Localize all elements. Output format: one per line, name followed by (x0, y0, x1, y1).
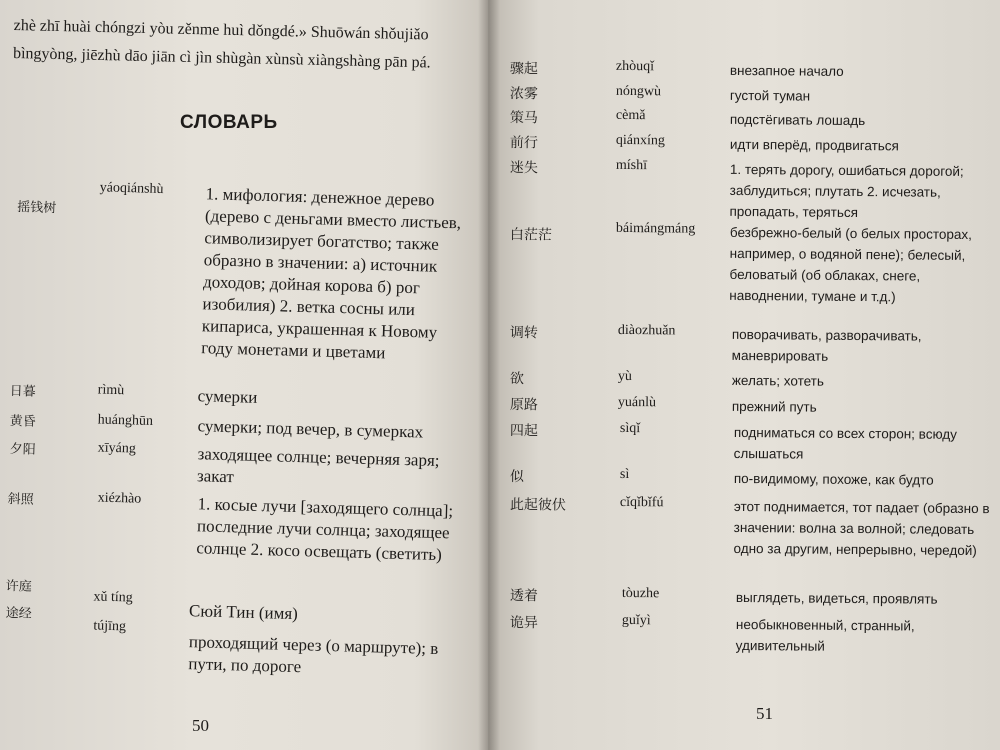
entry-definition: 1. косые лучи [заходящего солнца]; последние лучи солнца; заходящее солнце 2. косо освещать (светить) (196, 494, 454, 565)
glossary-entry (509, 585, 998, 607)
entry-pinyin: tújīng (93, 618, 127, 635)
page-number: 50 (192, 716, 209, 735)
entry-pinyin: yáoqiánshù (99, 180, 164, 198)
glossary-entry (9, 380, 470, 407)
entry-pinyin: yuánlù (617, 394, 657, 411)
entry-hanzi: 前行 (509, 134, 538, 152)
entry-pinyin: míshī (615, 157, 648, 174)
page-number: 51 (756, 704, 773, 723)
entry-pinyin: cèmǎ (615, 107, 646, 124)
entry-pinyin: diàozhuǎn (617, 322, 676, 339)
entry-hanzi: 摇钱树 (16, 199, 57, 217)
entry-definition: подниматься со всех сторон; всюду слышаться (733, 424, 958, 462)
entry-hanzi: 策马 (509, 109, 538, 127)
entry-definition: поворачивать, разворачивать, маневрировать (731, 326, 922, 364)
entry-pinyin: zhòuqǐ (615, 58, 655, 75)
entry-hanzi: 透着 (509, 587, 538, 605)
entry-definition: по-видимому, похоже, как будто (733, 470, 934, 488)
entry-hanzi: 斜照 (7, 491, 34, 508)
entry-hanzi: 似 (509, 468, 524, 486)
entry-definition: желать; хотеть (731, 372, 824, 389)
glossary-entry (509, 494, 998, 559)
entry-definition: необыкновенный, странный, удивительный (735, 616, 915, 654)
entry-definition: этот поднимается, тот падает (образно в значении: волна за волной; следовать одно за другим, непрерывно, чередой) (733, 498, 990, 559)
entry-hanzi: 欲 (509, 370, 524, 388)
entry-pinyin: tòuzhe (621, 585, 660, 602)
entry-hanzi: 黄昏 (9, 413, 36, 430)
entry-definition: густой туман (729, 87, 811, 104)
intro-text (13, 12, 464, 78)
entry-pinyin: rìmù (97, 382, 125, 399)
left-page (0, 0, 488, 750)
entry-definition: Сюй Тин (имя) (188, 601, 299, 624)
entry-definition: внезапное начало (729, 62, 844, 79)
entry-hanzi: 日暮 (9, 383, 36, 400)
entry-hanzi: 浓雾 (509, 85, 538, 103)
entry-hanzi: 诡异 (509, 614, 538, 632)
glossary-heading: СЛОВАРЬ (180, 112, 278, 133)
entry-pinyin: nóngwù (615, 83, 662, 100)
entry-pinyin: yù (617, 368, 632, 385)
glossary-entry (16, 178, 478, 363)
entry-definition: проходящий через (о маршруте); в пути, по дороге (188, 632, 439, 677)
entry-hanzi: 骤起 (509, 60, 538, 78)
entry-definition: 1. терять дорогу, ошибаться дорогой; заблудиться; плутать 2. исчезать, пропадать, теряться (729, 161, 964, 221)
entry-hanzi: 原路 (509, 396, 538, 414)
entry-pinyin: xǔ tíng (93, 589, 133, 606)
entry-pinyin: guǐyì (621, 612, 651, 629)
entry-hanzi: 许庭 (5, 578, 32, 595)
right-page (488, 0, 1000, 750)
entry-definition: 1. мифология: денежное дерево (дерево с деньгами вместо листьев, символизирует богатство; также образно в значении: а) источник доходов; дойная корова б) рог изобилия) 2. ветка сосны или кипариса, украшенная к Новому году монетами и цветами (201, 184, 462, 363)
book-gutter (478, 0, 500, 750)
intro-line: bìngyòng, jiēzhù dāo jiān cì jìn shùgàn xùnsù xiàngshàng pān pá. (12, 44, 431, 72)
entry-hanzi: 此起彼伏 (509, 496, 566, 514)
glossary-entry (509, 83, 998, 104)
entry-definition: выглядеть, видеться, проявлять (735, 589, 938, 607)
entry-definition: безбрежно-белый (о белых просторах, например, о водяной пене); белесый, беловатый (об облаках, снеге, наводнении, тумане и т.д.) (729, 224, 973, 305)
entry-hanzi: 调转 (509, 324, 538, 342)
entry-definition: идти вперёд, продвигаться (729, 136, 899, 154)
entry-hanzi: 途经 (5, 605, 32, 622)
entry-pinyin: huánghūn (97, 412, 154, 429)
entry-hanzi: 夕阳 (9, 441, 36, 458)
entry-hanzi: 白茫茫 (509, 226, 552, 244)
glossary-entry (509, 368, 998, 389)
entry-pinyin: sìqǐ (619, 420, 641, 437)
entry-definition: подстёгивать лошадь (729, 111, 866, 129)
glossary-entry (509, 420, 998, 462)
glossary-entry (509, 466, 998, 488)
entry-pinyin: sì (619, 466, 630, 483)
entry-definition: сумерки; под вечер, в сумерках (197, 416, 424, 442)
entry-pinyin: qiánxíng (615, 132, 665, 149)
glossary-entry (509, 157, 998, 221)
glossary-entry (509, 394, 998, 415)
glossary-entry (509, 612, 998, 654)
entry-pinyin: xiézhào (97, 490, 142, 507)
glossary-entry (509, 322, 998, 364)
glossary-entry (509, 132, 998, 154)
entry-definition: прежний путь (731, 398, 817, 415)
entry-pinyin: báimángmáng (615, 220, 696, 237)
glossary-entry (509, 58, 998, 79)
entry-definition: сумерки (197, 386, 258, 407)
entry-pinyin: xīyáng (97, 440, 137, 457)
intro-line: zhè zhī huài chóngzi yòu zěnme huì dǒngdé.» Shuōwán shǒujiǎo (13, 16, 429, 44)
entry-hanzi: 迷失 (509, 159, 538, 177)
entry-pinyin: cǐqǐbǐfú (619, 494, 664, 511)
entry-definition: заходящее солнце; вечерняя заря; закат (196, 444, 440, 487)
entry-hanzi: 四起 (509, 422, 538, 440)
